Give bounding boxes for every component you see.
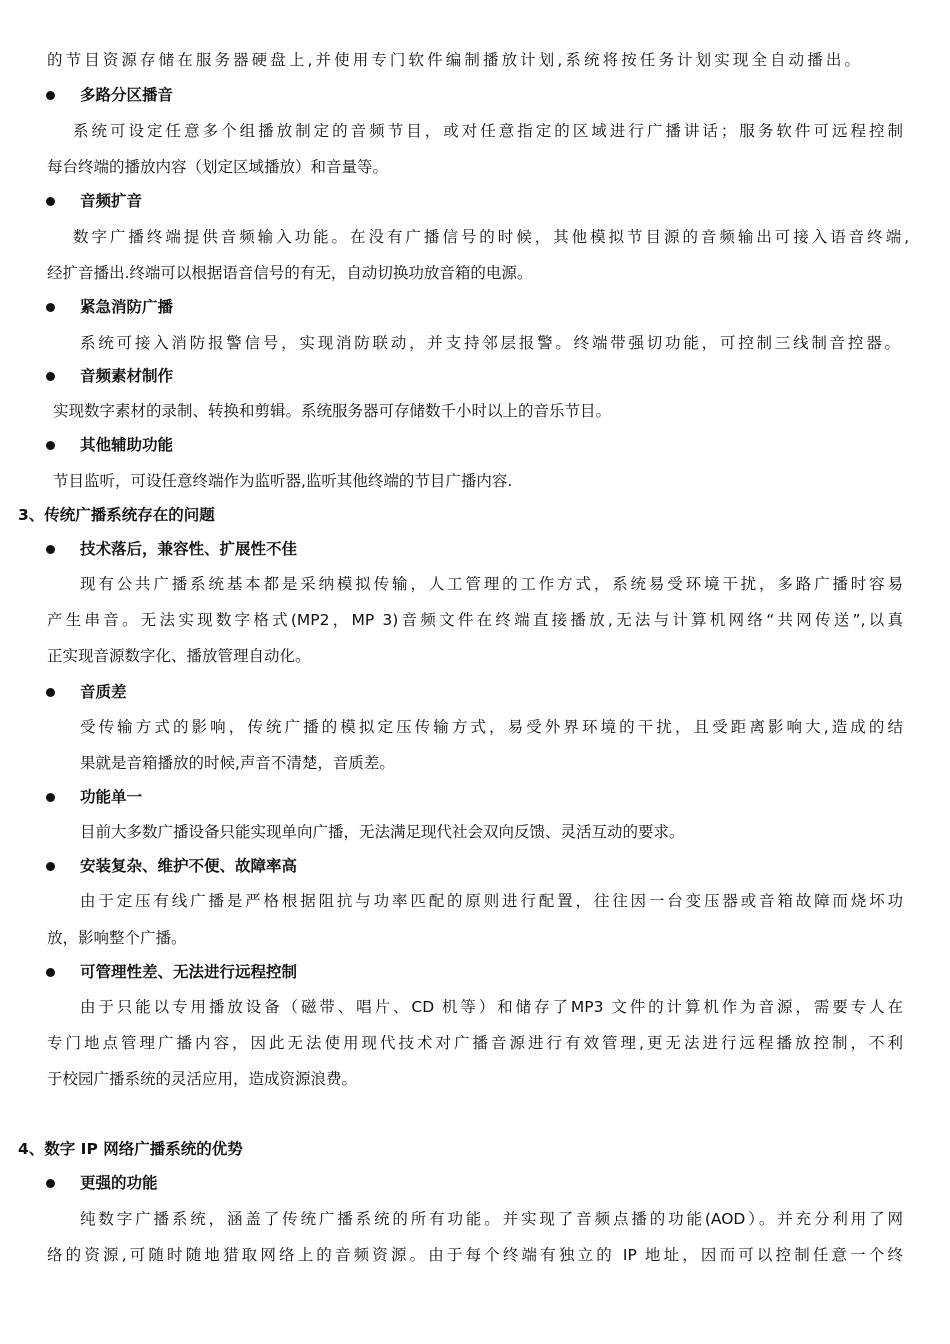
bullet-icon bbox=[46, 372, 55, 381]
paragraph-line: 正实现音源数字化、播放管理自动化。 bbox=[47, 647, 311, 665]
paragraph-line: 系统可接入消防报警信号，实现消防联动，并支持邻层报警。终端带强切功能，可控制三线制音控器。 bbox=[80, 334, 900, 352]
bullet-heading: 其他辅助功能 bbox=[80, 436, 174, 454]
bullet-heading: 功能单一 bbox=[80, 788, 143, 806]
paragraph-line: 目前大多数广播设备只能实现单向广播，无法满足现代社会双向反馈、灵活互动的要求。 bbox=[80, 823, 685, 841]
paragraph-line: 每台终端的播放内容（划定区域播放）和音量等。 bbox=[47, 158, 389, 176]
paragraph-line: 产生串音。无法实现数字格式(MP2，MP 3)音频文件在终端直接播放,无法与计算机网络“共网传送”,以真 bbox=[47, 611, 903, 629]
bullet-icon bbox=[46, 1179, 55, 1188]
paragraph-line: 果就是音箱播放的时候,声音不清楚，音质差。 bbox=[80, 754, 395, 772]
bullet-heading: 音频素材制作 bbox=[80, 367, 174, 385]
section-heading: 3、传统广播系统存在的问题 bbox=[18, 506, 215, 524]
section-heading: 4、数字 IP 网络广播系统的优势 bbox=[18, 1140, 243, 1158]
paragraph-line: 放，影响整个广播。 bbox=[47, 929, 187, 947]
paragraph-line: 纯数字广播系统，涵盖了传统广播系统的所有功能。并实现了音频点播的功能(AOD）。并充分利用了网 bbox=[80, 1210, 903, 1228]
bullet-heading: 音频扩音 bbox=[80, 192, 143, 210]
bullet-icon bbox=[46, 862, 55, 871]
paragraph-line: 专门地点管理广播内容，因此无法使用现代技术对广播音源进行有效管理,更无法进行远程播放控制，不利 bbox=[47, 1034, 903, 1052]
bullet-heading: 紧急消防广播 bbox=[80, 298, 174, 316]
paragraph-line: 节目监听，可设任意终端作为监听器,监听其他终端的节目广播内容. bbox=[53, 472, 513, 490]
paragraph-line: 经扩音播出.终端可以根据语音信号的有无，自动切换功放音箱的电源。 bbox=[47, 264, 533, 282]
bullet-icon bbox=[46, 545, 55, 554]
bullet-heading: 音质差 bbox=[80, 683, 127, 701]
bullet-heading: 可管理性差、无法进行远程控制 bbox=[80, 963, 298, 981]
bullet-heading: 多路分区播音 bbox=[80, 86, 174, 104]
paragraph-line: 受传输方式的影响，传统广播的模拟定压传输方式，易受外界环境的干扰，且受距离影响大,造成的结 bbox=[80, 718, 903, 736]
paragraph-line: 的节目资源存储在服务器硬盘上,并使用专门软件编制播放计划,系统将按任务计划实现全自动播出。 bbox=[47, 51, 860, 69]
paragraph-line: 实现数字素材的录制、转换和剪辑。系统服务器可存储数千小时以上的音乐节目。 bbox=[53, 402, 612, 420]
bullet-icon bbox=[46, 91, 55, 100]
bullet-icon bbox=[46, 793, 55, 802]
bullet-icon bbox=[46, 441, 55, 450]
bullet-icon bbox=[46, 197, 55, 206]
paragraph-line: 络的资源,可随时随地猎取网络上的音频资源。由于每个终端有独立的 IP 地址，因而可以控制任意一个终 bbox=[47, 1246, 903, 1264]
paragraph-line: 由于定压有线广播是严格根据阻抗与功率匹配的原则进行配置，往往因一台变压器或音箱故障而烧坏功 bbox=[80, 892, 903, 910]
bullet-icon bbox=[46, 968, 55, 977]
paragraph-line: 于校园广播系统的灵活应用，造成资源浪费。 bbox=[47, 1070, 358, 1088]
paragraph-line: 系统可设定任意多个组播放制定的音频节目，或对任意指定的区域进行广播讲话；服务软件可远程控制 bbox=[73, 122, 903, 140]
paragraph-line: 数字广播终端提供音频输入功能。在没有广播信号的时候，其他模拟节目源的音频输出可接入语音终端, bbox=[73, 228, 909, 246]
bullet-heading: 安装复杂、维护不便、故障率高 bbox=[80, 857, 298, 875]
paragraph-line: 现有公共广播系统基本都是采纳模拟传输，人工管理的工作方式，系统易受环境干扰，多路广播时容易 bbox=[80, 575, 903, 593]
bullet-icon bbox=[46, 688, 55, 697]
bullet-icon bbox=[46, 303, 55, 312]
paragraph-line: 由于只能以专用播放设备（磁带、唱片、CD 机等）和储存了MP3 文件的计算机作为音源，需要专人在 bbox=[80, 998, 903, 1016]
bullet-heading: 技术落后，兼容性、扩展性不佳 bbox=[80, 540, 298, 558]
bullet-heading: 更强的功能 bbox=[80, 1174, 158, 1192]
